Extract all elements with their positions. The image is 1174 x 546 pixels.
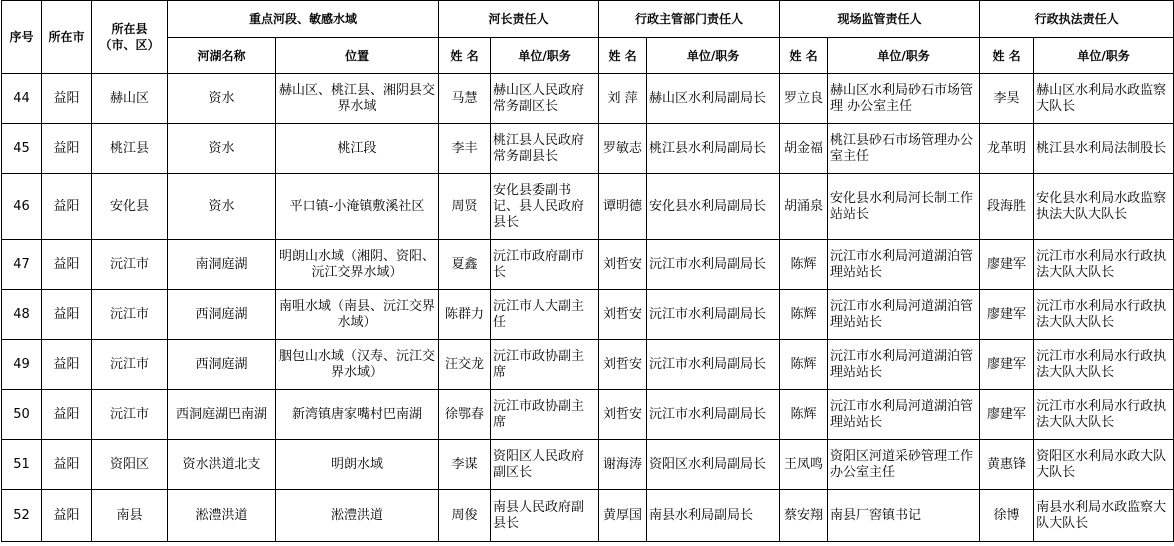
cell-chief-name: 马慧 — [439, 74, 491, 124]
cell-enforce-unit: 沅江市水利局水行政执法大队大队长 — [1034, 240, 1174, 290]
cell-location: 明朗山水域（湘阴、资阳、沅江交界水域） — [276, 240, 439, 290]
header-admin-unit: 单位/职务 — [647, 38, 780, 74]
cell-county: 沅江市 — [92, 340, 168, 390]
cell-site-name: 陈辉 — [780, 340, 828, 390]
cell-chief-unit: 南县人民政府副县长 — [491, 490, 599, 542]
table-row — [2, 390, 1174, 440]
cell-site-name: 胡涌泉 — [780, 174, 828, 240]
cell-chief-name: 周俊 — [439, 490, 491, 542]
cell-chief-name: 李谋 — [439, 440, 491, 490]
cell-admin-name: 刘哲安 — [599, 340, 647, 390]
cell-no: 50 — [2, 390, 42, 440]
header-row-1 — [2, 1, 1174, 38]
cell-admin-name: 罗敏志 — [599, 124, 647, 174]
cell-river: 资水 — [168, 174, 276, 240]
cell-city: 益阳 — [42, 290, 92, 340]
cell-river: 资水 — [168, 74, 276, 124]
cell-chief-name: 陈群力 — [439, 290, 491, 340]
cell-site-name: 罗立良 — [780, 74, 828, 124]
cell-river: 资水洪道北支 — [168, 440, 276, 490]
cell-location: 明朗水域 — [276, 440, 439, 490]
cell-enforce-name: 龙革明 — [980, 124, 1034, 174]
cell-enforce-name: 黄惠锋 — [980, 440, 1034, 490]
header-site: 现场监管责任人 — [780, 1, 980, 38]
cell-chief-name: 汪交龙 — [439, 340, 491, 390]
header-admin-name: 姓 名 — [599, 38, 647, 74]
cell-location: 淞澧洪道 — [276, 490, 439, 542]
cell-admin-unit: 沅江市水利局副局长 — [647, 390, 780, 440]
cell-county: 资阳区 — [92, 440, 168, 490]
cell-river: 资水 — [168, 124, 276, 174]
cell-chief-name: 夏鑫 — [439, 240, 491, 290]
cell-chief-name: 徐鄂春 — [439, 390, 491, 440]
cell-site-unit: 沅江市水利局河道湖泊管理站站长 — [828, 290, 980, 340]
cell-enforce-unit: 沅江市水利局水行政执法大队大队长 — [1034, 390, 1174, 440]
cell-enforce-unit: 桃江县水利局法制股长 — [1034, 124, 1174, 174]
table-row — [2, 490, 1174, 542]
cell-river: 西洞庭湖 — [168, 340, 276, 390]
cell-county: 沅江市 — [92, 390, 168, 440]
header-site-name: 姓 名 — [780, 38, 828, 74]
cell-enforce-name: 廖建军 — [980, 240, 1034, 290]
header-river-name: 河湖名称 — [168, 38, 276, 74]
header-enforce: 行政执法责任人 — [980, 1, 1174, 38]
cell-site-name: 陈辉 — [780, 390, 828, 440]
cell-site-name: 蔡安翔 — [780, 490, 828, 542]
cell-enforce-unit: 安化县水利局水政监察执法大队大队长 — [1034, 174, 1174, 240]
header-admin: 行政主管部门责任人 — [599, 1, 780, 38]
cell-chief-unit: 沅江市政协副主席 — [491, 340, 599, 390]
cell-location: 南咀水域（南县、沅江交界水域） — [276, 290, 439, 340]
cell-admin-unit: 资阳区水利局副局长 — [647, 440, 780, 490]
cell-city: 益阳 — [42, 390, 92, 440]
cell-county: 安化县 — [92, 174, 168, 240]
table-row — [2, 124, 1174, 174]
cell-chief-unit: 安化县委副书记、县人民政府县长 — [491, 174, 599, 240]
header-chief-unit: 单位/职务 — [491, 38, 599, 74]
cell-site-unit: 沅江市水利局河道湖泊管理站站长 — [828, 390, 980, 440]
cell-no: 49 — [2, 340, 42, 390]
header-county: 所在县（市、区） — [92, 1, 168, 74]
cell-admin-unit: 赫山区水利局副局长 — [647, 74, 780, 124]
cell-city: 益阳 — [42, 74, 92, 124]
cell-chief-unit: 赫山区人民政府常务副区长 — [491, 74, 599, 124]
cell-admin-name: 刘哲安 — [599, 390, 647, 440]
cell-river: 西洞庭湖巴南湖 — [168, 390, 276, 440]
cell-site-name: 王凤鸣 — [780, 440, 828, 490]
header-no: 序号 — [2, 1, 42, 74]
cell-site-name: 胡金福 — [780, 124, 828, 174]
cell-site-unit: 安化县水利局河长制工作站站长 — [828, 174, 980, 240]
cell-admin-name: 谢海涛 — [599, 440, 647, 490]
table-row — [2, 290, 1174, 340]
cell-city: 益阳 — [42, 440, 92, 490]
header-site-unit: 单位/职务 — [828, 38, 980, 74]
cell-city: 益阳 — [42, 340, 92, 390]
cell-site-name: 陈辉 — [780, 240, 828, 290]
cell-enforce-unit: 南县水利局水政监察大队大队长 — [1034, 490, 1174, 542]
cell-admin-name: 黄厚国 — [599, 490, 647, 542]
cell-no: 51 — [2, 440, 42, 490]
cell-enforce-name: 廖建军 — [980, 390, 1034, 440]
cell-city: 益阳 — [42, 490, 92, 542]
cell-admin-name: 刘哲安 — [599, 240, 647, 290]
cell-enforce-unit: 沅江市水利局水行政执法大队大队长 — [1034, 290, 1174, 340]
cell-site-unit: 沅江市水利局河道湖泊管理站站长 — [828, 340, 980, 390]
table-row — [2, 240, 1174, 290]
cell-no: 52 — [2, 490, 42, 542]
cell-site-unit: 沅江市水利局河道湖泊管理站站长 — [828, 240, 980, 290]
table-row — [2, 340, 1174, 390]
cell-enforce-name: 徐博 — [980, 490, 1034, 542]
cell-admin-name: 刘哲安 — [599, 290, 647, 340]
cell-chief-unit: 沅江市政府副市长 — [491, 240, 599, 290]
table-row — [2, 440, 1174, 490]
cell-admin-unit: 南县水利局副局长 — [647, 490, 780, 542]
cell-city: 益阳 — [42, 124, 92, 174]
cell-site-unit: 资阳区河道采砂管理工作办公室主任 — [828, 440, 980, 490]
cell-enforce-name: 廖建军 — [980, 290, 1034, 340]
cell-chief-name: 周贤 — [439, 174, 491, 240]
table-body — [2, 74, 1174, 542]
header-river-chief: 河长责任人 — [439, 1, 599, 38]
cell-no: 47 — [2, 240, 42, 290]
header-enforce-unit: 单位/职务 — [1034, 38, 1174, 74]
cell-admin-unit: 沅江市水利局副局长 — [647, 290, 780, 340]
header-location: 位置 — [276, 38, 439, 74]
cell-no: 44 — [2, 74, 42, 124]
header-chief-name: 姓 名 — [439, 38, 491, 74]
header-enforce-name: 姓 名 — [980, 38, 1034, 74]
cell-site-unit: 桃江县砂石市场管理办公室主任 — [828, 124, 980, 174]
cell-enforce-unit: 资阳区水利局水政大队大队长 — [1034, 440, 1174, 490]
cell-city: 益阳 — [42, 240, 92, 290]
cell-admin-unit: 桃江县水利局副局长 — [647, 124, 780, 174]
cell-admin-unit: 安化县水利局副局长 — [647, 174, 780, 240]
table-row — [2, 74, 1174, 124]
cell-no: 46 — [2, 174, 42, 240]
cell-no: 48 — [2, 290, 42, 340]
header-city: 所在市 — [42, 1, 92, 74]
cell-location: 平口镇-小淹镇敷溪社区 — [276, 174, 439, 240]
cell-location: 胭包山水域（汉寿、沅江交界水域） — [276, 340, 439, 390]
cell-admin-name: 谭明德 — [599, 174, 647, 240]
cell-location: 赫山区、桃江县、湘阴县交界水域 — [276, 74, 439, 124]
table-row — [2, 174, 1174, 240]
cell-admin-unit: 沅江市水利局副局长 — [647, 340, 780, 390]
header-section: 重点河段、敏感水域 — [168, 1, 439, 38]
cell-enforce-unit: 赫山区水利局水政监察大队长 — [1034, 74, 1174, 124]
cell-site-name: 陈辉 — [780, 290, 828, 340]
cell-site-unit: 南县厂窖镇书记 — [828, 490, 980, 542]
cell-county: 桃江县 — [92, 124, 168, 174]
cell-river: 南洞庭湖 — [168, 240, 276, 290]
cell-chief-name: 李丰 — [439, 124, 491, 174]
cell-river: 西洞庭湖 — [168, 290, 276, 340]
cell-chief-unit: 桃江县人民政府常务副县长 — [491, 124, 599, 174]
cell-river: 淞澧洪道 — [168, 490, 276, 542]
cell-chief-unit: 沅江市人大副主任 — [491, 290, 599, 340]
cell-admin-name: 刘 萍 — [599, 74, 647, 124]
cell-county: 南县 — [92, 490, 168, 542]
cell-enforce-name: 李昊 — [980, 74, 1034, 124]
cell-location: 桃江段 — [276, 124, 439, 174]
cell-location: 新湾镇唐家嘴村巴南湖 — [276, 390, 439, 440]
cell-chief-unit: 沅江市政协副主席 — [491, 390, 599, 440]
cell-site-unit: 赫山区水利局砂石市场管理 办公室主任 — [828, 74, 980, 124]
cell-county: 赫山区 — [92, 74, 168, 124]
cell-enforce-name: 廖建军 — [980, 340, 1034, 390]
cell-enforce-unit: 沅江市水利局水行政执法大队大队长 — [1034, 340, 1174, 390]
cell-chief-unit: 资阳区人民政府副区长 — [491, 440, 599, 490]
cell-no: 45 — [2, 124, 42, 174]
cell-county: 沅江市 — [92, 240, 168, 290]
cell-admin-unit: 沅江市水利局副局长 — [647, 240, 780, 290]
responsibility-table — [1, 0, 1174, 542]
header-row-2 — [2, 38, 1174, 74]
cell-city: 益阳 — [42, 174, 92, 240]
cell-county: 沅江市 — [92, 290, 168, 340]
cell-enforce-name: 段海胜 — [980, 174, 1034, 240]
